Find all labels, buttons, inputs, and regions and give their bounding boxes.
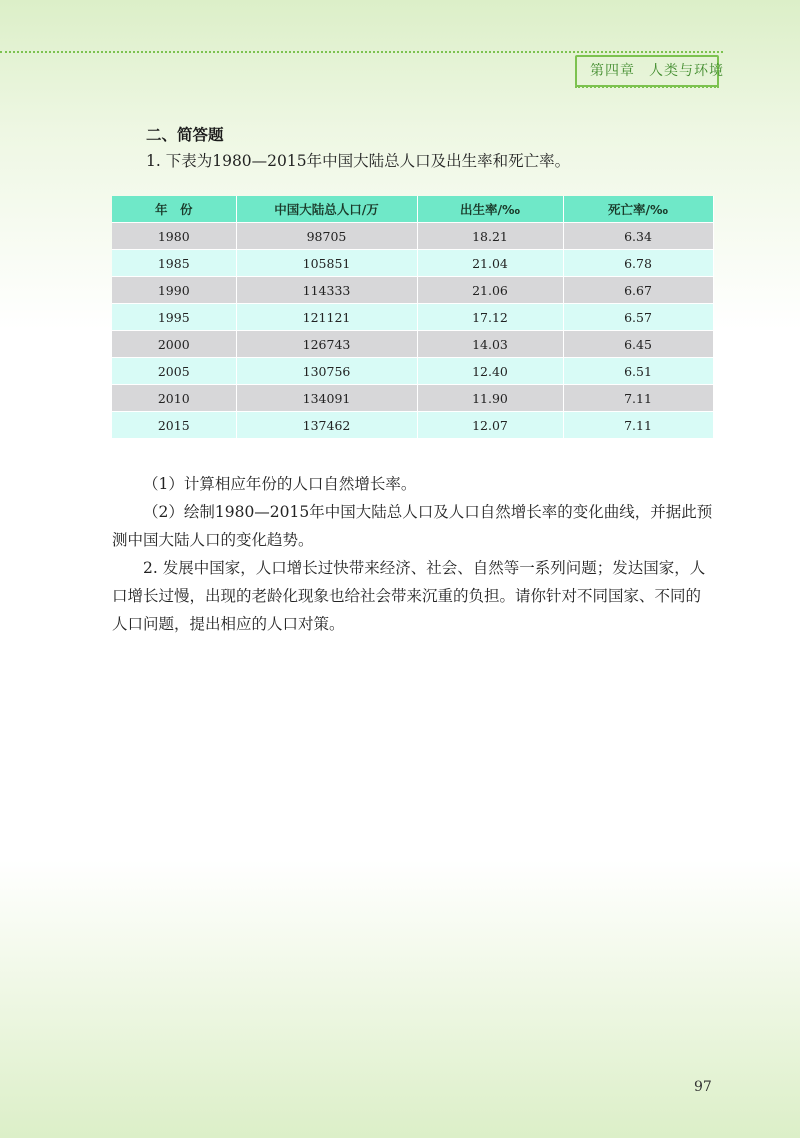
table-row [112, 331, 713, 358]
header-population: 中国大陆总人口/万 [236, 196, 417, 223]
question-1-subquestions [112, 470, 715, 638]
table-row [112, 358, 713, 385]
cell-population: 126743 [236, 331, 417, 358]
cell-birth-rate: 21.06 [417, 277, 563, 304]
cell-death-rate: 6.34 [563, 223, 713, 250]
cell-death-rate: 7.11 [563, 385, 713, 412]
cell-year: 1995 [112, 304, 236, 331]
cell-death-rate: 7.11 [563, 412, 713, 439]
chapter-header [590, 60, 724, 80]
cell-death-rate: 6.57 [563, 304, 713, 331]
cell-year: 2015 [112, 412, 236, 439]
table-row [112, 250, 713, 277]
cell-birth-rate: 12.07 [417, 412, 563, 439]
cell-year: 1985 [112, 250, 236, 277]
cell-year: 1980 [112, 223, 236, 250]
header-divider [0, 51, 723, 53]
section-title: 二、简答题 [146, 126, 224, 144]
cell-birth-rate: 18.21 [417, 223, 563, 250]
cell-birth-rate: 12.40 [417, 358, 563, 385]
header-death-rate: 死亡率/‰ [563, 196, 713, 223]
subquestion-2: （2）绘制1980—2015年中国大陆总人口及人口自然增长率的变化曲线，并据此预测中国大陆人口的变化趋势。 [112, 503, 713, 549]
table-row [112, 304, 713, 331]
cell-year: 2000 [112, 331, 236, 358]
table-row [112, 223, 713, 250]
cell-population: 121121 [236, 304, 417, 331]
cell-year: 2005 [112, 358, 236, 385]
question-2: 2. 发展中国家，人口增长过快带来经济、社会、自然等一系列问题；发达国家，人口增长过慢，出现的老龄化现象也给社会带来沉重的负担。请你针对不同国家、不同的人口问题，提出相应的人口对策。 [112, 559, 706, 633]
header-birth-rate: 出生率/‰ [417, 196, 563, 223]
cell-population: 130756 [236, 358, 417, 385]
cell-birth-rate: 14.03 [417, 331, 563, 358]
header-year: 年 份 [112, 196, 236, 223]
cell-death-rate: 6.51 [563, 358, 713, 385]
cell-population: 98705 [236, 223, 417, 250]
cell-year: 2010 [112, 385, 236, 412]
cell-birth-rate: 11.90 [417, 385, 563, 412]
cell-population: 137462 [236, 412, 417, 439]
cell-birth-rate: 21.04 [417, 250, 563, 277]
cell-population: 134091 [236, 385, 417, 412]
chapter-title: 人类与环境 [649, 63, 724, 79]
cell-death-rate: 6.67 [563, 277, 713, 304]
cell-year: 1990 [112, 277, 236, 304]
population-table [112, 196, 714, 439]
table-header-row [112, 196, 713, 223]
cell-population: 105851 [236, 250, 417, 277]
subquestion-1: （1）计算相应年份的人口自然增长率。 [143, 475, 417, 493]
cell-death-rate: 6.78 [563, 250, 713, 277]
table-row [112, 412, 713, 439]
table-row [112, 385, 713, 412]
chapter-number: 第四章 [590, 63, 635, 79]
page-number: 97 [694, 1079, 712, 1095]
cell-death-rate: 6.45 [563, 331, 713, 358]
cell-population: 114333 [236, 277, 417, 304]
table-row [112, 277, 713, 304]
question-1-intro: 1. 下表为1980—2015年中国大陆总人口及出生率和死亡率。 [146, 152, 571, 170]
header-underline [575, 86, 719, 88]
cell-birth-rate: 17.12 [417, 304, 563, 331]
